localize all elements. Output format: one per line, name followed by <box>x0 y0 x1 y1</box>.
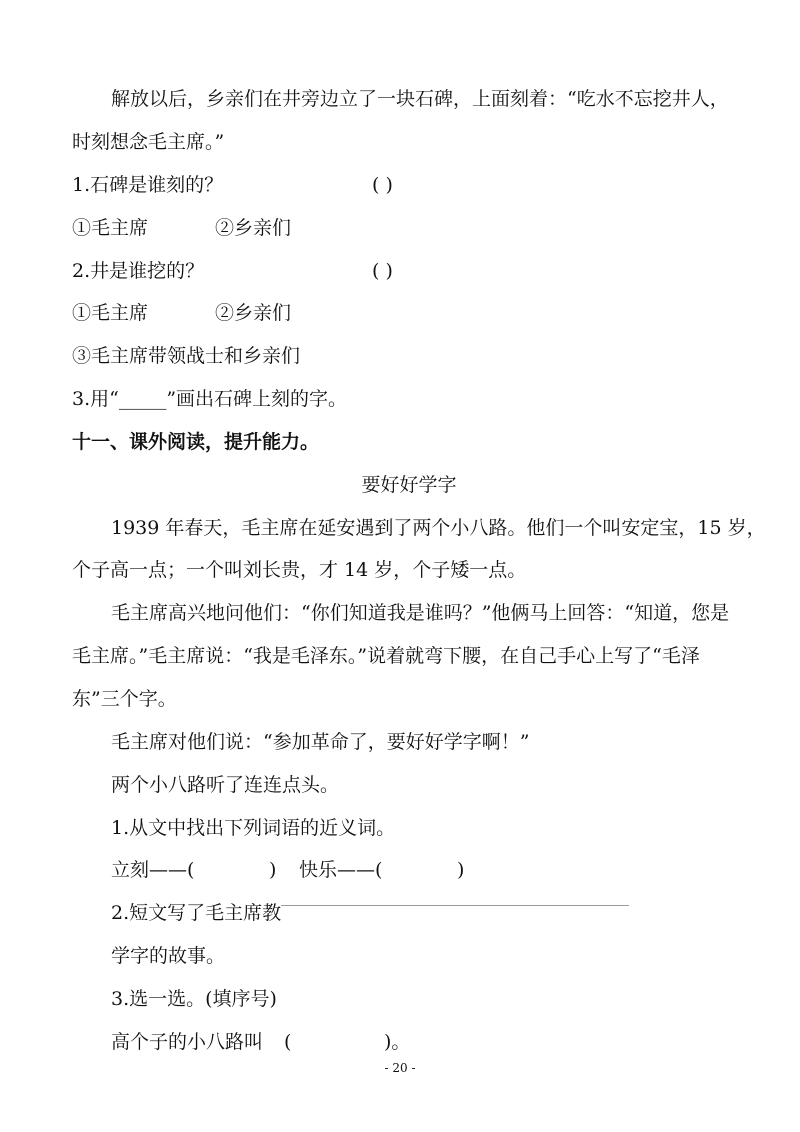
story-line: 毛主席对他们说：“参加革命了，要好好学字啊！” <box>111 731 530 753</box>
answer-line[interactable] <box>281 904 629 906</box>
section-title: 十一、课外阅读，提升能力。 <box>72 431 320 453</box>
task-text: 2.短文写了毛主席教 <box>111 902 282 924</box>
story-title: 要好好学字 <box>361 474 457 496</box>
synonym-prompt: 立刻——( <box>111 859 195 881</box>
answer-blank[interactable]: ) <box>269 859 277 881</box>
option: ①毛主席 <box>72 217 149 239</box>
option: ③毛主席带领战士和乡亲们 <box>72 345 301 367</box>
task-text: 学字的故事。 <box>111 945 226 967</box>
option: ②乡亲们 <box>215 302 292 324</box>
passage-line: 解放以后，乡亲们在井旁边立了一块石碑，上面刻着：“吃水不忘挖井人， <box>111 88 729 110</box>
synonym-prompt: 快乐——( <box>299 859 383 881</box>
option: ①毛主席 <box>72 302 149 324</box>
question-1 <box>72 172 393 198</box>
question-text: ”画出石碑上刻的字。 <box>166 388 348 410</box>
task-2 <box>111 900 281 926</box>
question-text: 3.用“ <box>72 388 119 410</box>
option: ②乡亲们 <box>215 217 292 239</box>
blank-marker: _____ <box>118 388 167 410</box>
passage-line: 时刻想念毛主席。” <box>72 131 225 153</box>
story-line: 个子高一点；一个叫刘长贵，才 14 岁，个子矮一点。 <box>72 559 527 581</box>
story-line: 1939 年春天，毛主席在延安遇到了两个小八路。他们一个叫安定宝，15 岁， <box>111 517 766 539</box>
question-text: 2.井是谁挖的？ <box>72 260 205 282</box>
options-row <box>72 215 292 241</box>
answer-bracket-close[interactable]: )。 <box>384 1031 411 1053</box>
task-3: 3.选一选。(填序号) <box>111 988 277 1010</box>
story-line: 东”三个字。 <box>72 688 177 710</box>
story-line: 两个小八路听了连连点头。 <box>111 774 340 796</box>
choice-row <box>111 1029 411 1055</box>
answer-bracket: ( ) <box>372 174 393 196</box>
story-line: 毛主席高兴地问他们：“你们知道我是谁吗？”他俩马上回答：“知道，您是 <box>111 602 730 624</box>
question-2 <box>72 258 393 284</box>
story-line: 毛主席。”毛主席说：“我是毛泽东。”说着就弯下腰，在自己手心上写了“毛泽 <box>72 645 700 667</box>
question-3 <box>72 386 347 412</box>
answer-bracket-open[interactable]: ( <box>284 1031 292 1053</box>
question-text: 1.石碑是谁刻的？ <box>72 174 224 196</box>
answer-bracket: ( ) <box>372 260 393 282</box>
page-number: - 20 - <box>384 1061 416 1075</box>
answer-blank[interactable]: ) <box>457 859 465 881</box>
synonym-row <box>111 857 465 883</box>
options-row <box>72 300 292 326</box>
choice-prompt: 高个子的小八路叫 <box>111 1031 264 1053</box>
task-1: 1.从文中找出下列词语的近义词。 <box>111 817 396 839</box>
